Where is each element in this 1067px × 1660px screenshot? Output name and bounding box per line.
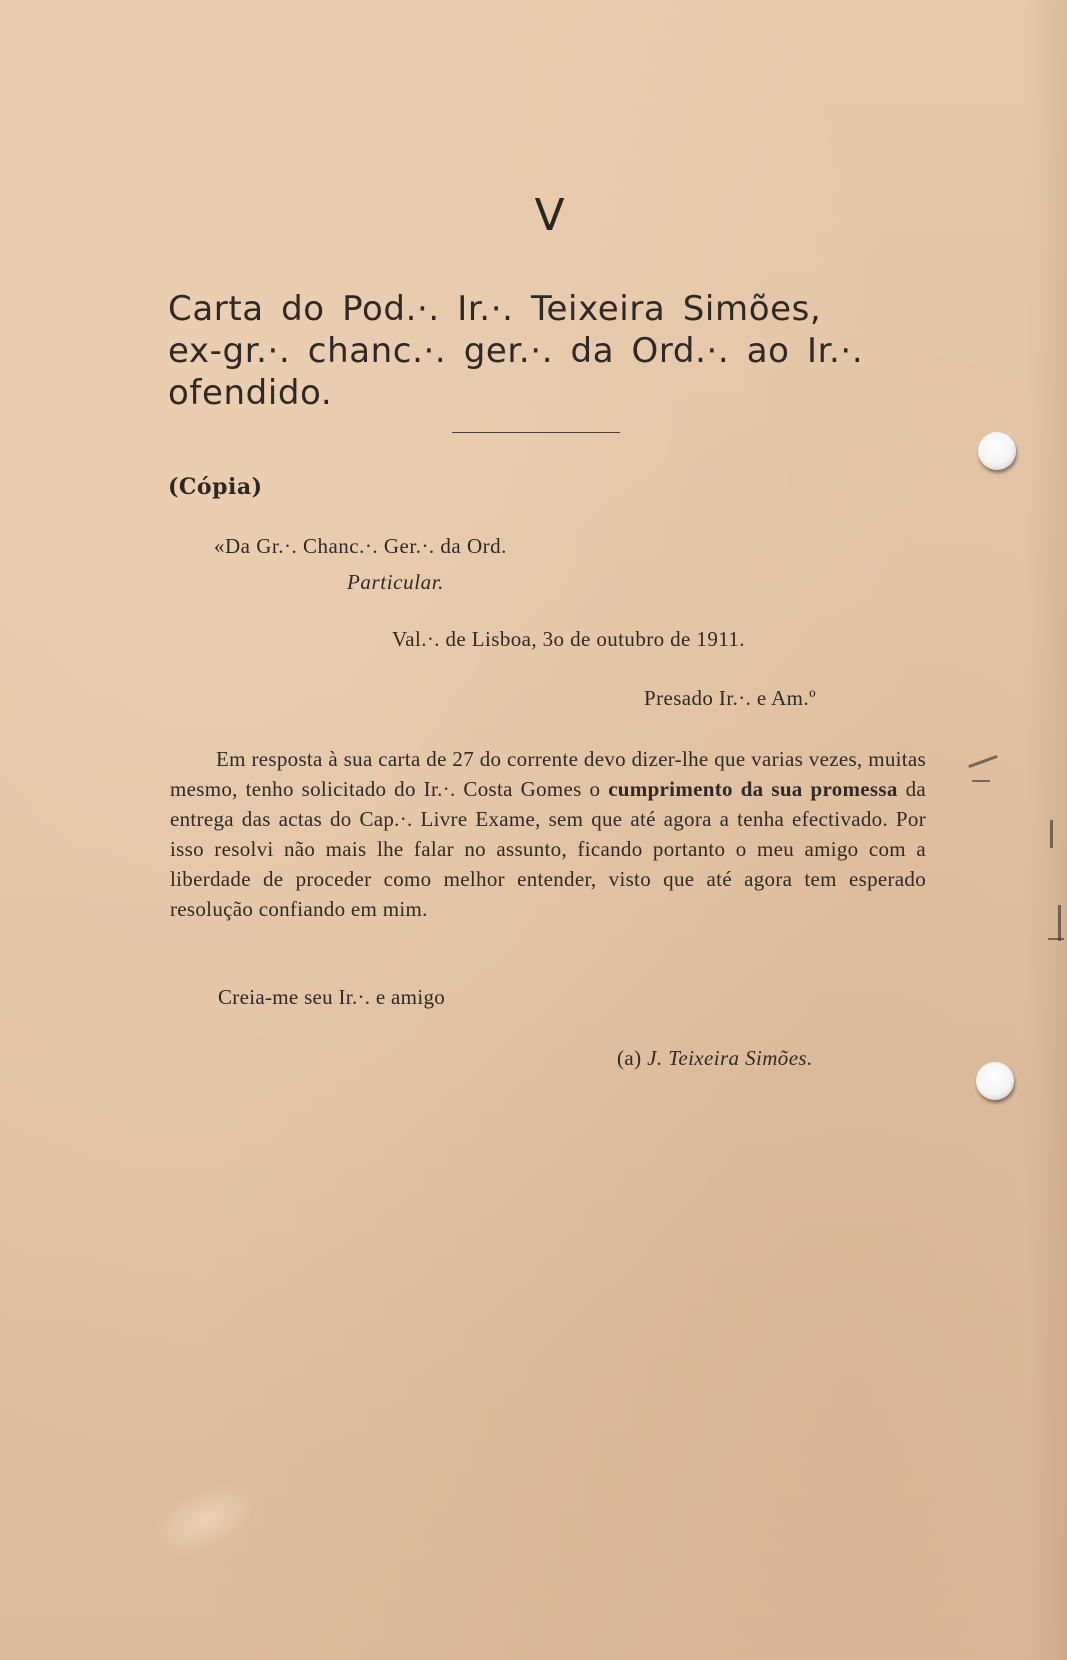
signature-name: J. Teixeira Simões. [647, 1046, 813, 1070]
letter-from-line: «Da Gr.·. Chanc.·. Ger.·. da Ord. [214, 534, 507, 558]
paper-stain [142, 1470, 267, 1571]
letter-signature [617, 1046, 813, 1071]
heading-line-2: ex-gr.·. chanc.·. ger.·. da Ord.·. ao Ir.·. [168, 331, 864, 371]
edge-mark [1050, 820, 1053, 848]
letter-place-date: Val.·. de Lisboa, 3o de outubro de 1911. [392, 627, 745, 651]
heading-line-3: ofendido. [168, 373, 333, 413]
edge-mark [972, 780, 990, 782]
edge-mark [968, 755, 997, 768]
letter-salutation: Presado Ir.·. e Am.º [644, 686, 816, 710]
signature-prefix: (a) [617, 1046, 642, 1070]
heading-line-1: Carta do Pod.·. Ir.·. Teixeira Simões, [168, 289, 822, 329]
edge-mark [1058, 905, 1061, 941]
letter-marking: Particular. [347, 570, 445, 594]
punch-hole-top [978, 432, 1016, 470]
letter-closing: Creia-me seu Ir.·. e amigo [218, 985, 446, 1009]
edge-mark [1048, 938, 1064, 940]
copy-label: (Cópia) [168, 474, 263, 500]
paper-edge-shadow [1027, 0, 1067, 1660]
section-numeral: V [534, 190, 566, 241]
letter-body-part-2: da entrega das actas do Cap.·. Livre Exame, sem que até agora a tenha efectivado. Por isso resolvi não mais lhe falar no assunto, ficando portanto o meu amigo com a liberdade de proceder como melhor entender, visto que até agora tem esperado resolução confiando em mim. [170, 777, 926, 921]
punch-hole-bottom [976, 1062, 1014, 1100]
letter-body-part-1: Em resposta à sua carta de 27 do corrente devo dizer-lhe que varias vezes, muitas mesmo, tenho solicitado do Ir.·. Costa Gomes o [170, 747, 926, 801]
heading-divider [452, 432, 620, 433]
letter-body [170, 744, 926, 924]
document-heading [168, 288, 948, 414]
letter-body-bold: cumprimento da sua promessa [608, 777, 898, 801]
